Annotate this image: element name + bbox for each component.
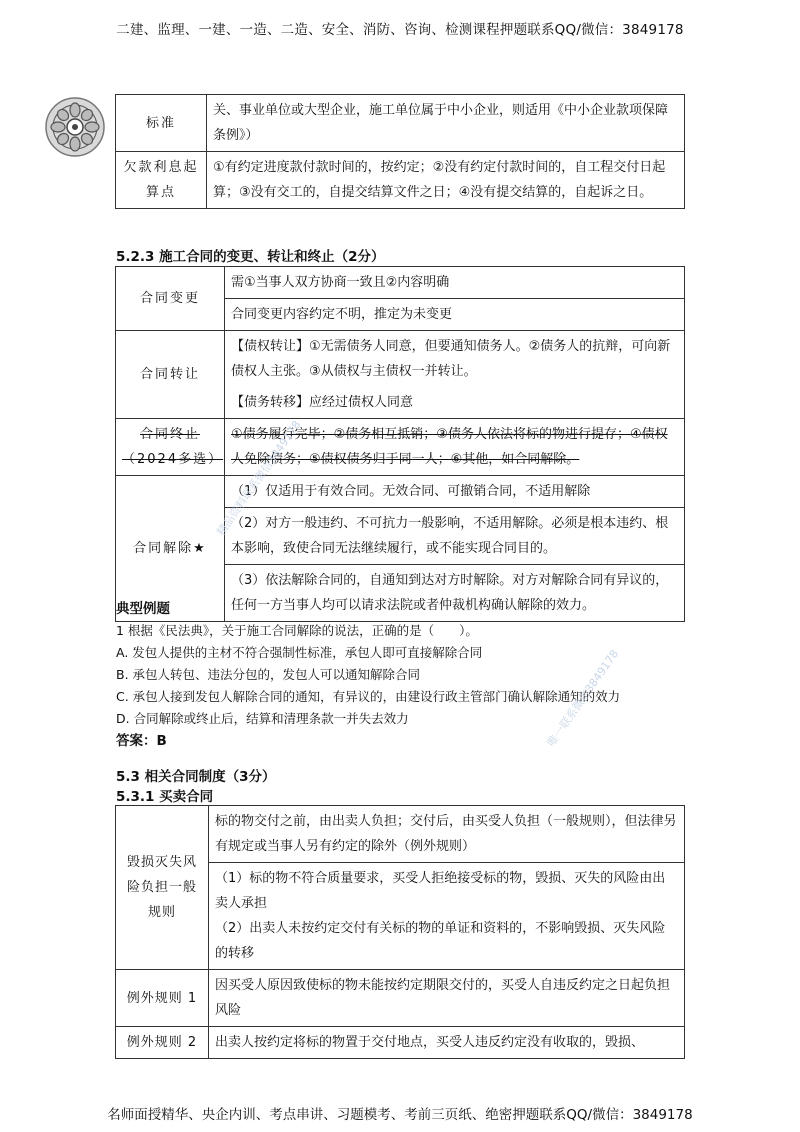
example-option: B. 承包人转包、违法分包的，发包人可以通知解除合同	[116, 667, 421, 682]
row-value: 关、事业单位或大型企业，施工单位属于中小企业，则适用《中小企业款项保障条例》）	[207, 95, 685, 152]
row-key: 毁损灭失风险负担一般规则	[116, 806, 209, 970]
row-key: 标准	[116, 95, 207, 152]
row-key: 例外规则 1	[116, 970, 209, 1027]
table-row	[116, 476, 685, 508]
example-block	[116, 598, 620, 752]
section-heading: 5.2.3 施工合同的变更、转让和终止（2分）	[116, 249, 385, 265]
row-value: （2）对方一般违约、不可抗力一般影响，不适用解除。必须是根本违约、根本影响，致使合同无法继续履行，或不能实现合同目的。	[225, 508, 685, 565]
example-option: D. 合同解除或终止后，结算和清理条款一并失去效力	[116, 711, 409, 726]
row-value: 【债权转让】①无需债务人同意，但要通知债务人。②债务人的抗辩，可向新债权人主张。③从债权与主债权一并转让。	[225, 331, 685, 388]
row-value	[209, 863, 685, 970]
row-key: 合同解除★	[116, 476, 225, 622]
risk-exception: （1）标的物不符合质量要求，买受人拒绝接受标的物，毁损、灭失的风险由出卖人承担	[215, 871, 666, 911]
sales-contract-table	[115, 805, 685, 1059]
section-subheading: 5.3.1 买卖合同	[116, 789, 214, 805]
row-value: 需①当事人双方协商一致且②内容明确	[225, 267, 685, 299]
row-key	[116, 419, 225, 476]
table-row	[116, 1027, 685, 1059]
row-key: 欠款利息起算点	[116, 152, 207, 209]
page-footer: 名师面授精华、央企内训、考点串讲、习题模考、考前三页纸、绝密押题联系QQ/微信：3849178	[107, 1107, 693, 1123]
row-value: （1）仅适用于有效合同。无效合同、可撤销合同，不适用解除	[225, 476, 685, 508]
row-value: （3）依法解除合同的，自通知到达对方时解除。对方对解除合同有异议的，任何一方当事人均可以请求法院或者仲裁机构确认解除的效力。	[225, 565, 685, 622]
row-value: 【债务转移】应经过债权人同意	[225, 387, 685, 419]
contract-change-table	[115, 266, 685, 622]
row-value: 合同变更内容约定不明，推定为未变更	[225, 299, 685, 331]
termination-label: 合同终止	[139, 427, 200, 442]
termination-note: （2024多选）	[122, 452, 224, 467]
example-option: A. 发包人提供的主材不符合强制性标准，承包人即可直接解除合同	[116, 645, 483, 660]
example-option: C. 承包人接到发包人解除合同的通知，有异议的，由建设行政主管部门确认解除通知的效力	[116, 689, 621, 704]
page-header: 二建、监理、一建、一造、二造、安全、消防、咨询、检测课程押题联系QQ/微信：3849178	[116, 22, 684, 38]
row-value: ①有约定进度款付款时间的，按约定；②没有约定付款时间的，自工程交付日起算；③没有交工的，自提交结算文件之日；④没有提交结算的，自起诉之日。	[207, 152, 685, 209]
table-row	[116, 95, 685, 152]
table-row	[116, 152, 685, 209]
table-row	[116, 331, 685, 388]
row-key: 合同转让	[116, 331, 225, 419]
table-row	[116, 419, 685, 476]
section-heading: 5.3 相关合同制度（3分）	[116, 769, 276, 785]
risk-exception: （2）出卖人未按约定交付有关标的物的单证和资料的，不影响毁损、灭失风险的转移	[215, 921, 666, 961]
watermark: 精品资料联系微信3849178	[214, 418, 304, 539]
row-value: 出卖人按约定将标的物置于交付地点，买受人违反约定没有收取的，毁损、	[209, 1027, 685, 1059]
table-row	[116, 970, 685, 1027]
watermark: 唯一联系微信3849178	[544, 647, 622, 750]
row-value: 因买受人原因致使标的物未能按约定期限交付的，买受人自违反约定之日起负担风险	[209, 970, 685, 1027]
table-row	[116, 806, 685, 863]
row-key: 例外规则 2	[116, 1027, 209, 1059]
row-value: 标的物交付之前，由出卖人负担；交付后，由买受人负担（一般规则），但法律另有规定或当事人另有约定的除外（例外规则）	[209, 806, 685, 863]
row-key: 合同变更	[116, 267, 225, 331]
emblem-logo-icon	[44, 96, 106, 158]
example-question: 1 根据《民法典》，关于施工合同解除的说法，正确的是（ ）。	[116, 623, 478, 638]
row-value: ①债务履行完毕；②债务相互抵销；③债务人依法将标的物进行提存；④债权人免除债务；⑤债权债务归于同一人；⑥其他，如合同解除。	[225, 419, 685, 476]
table-row	[116, 267, 685, 299]
example-answer: 答案：B	[116, 733, 167, 749]
payment-table	[115, 94, 685, 209]
example-title: 典型例题	[116, 601, 170, 617]
